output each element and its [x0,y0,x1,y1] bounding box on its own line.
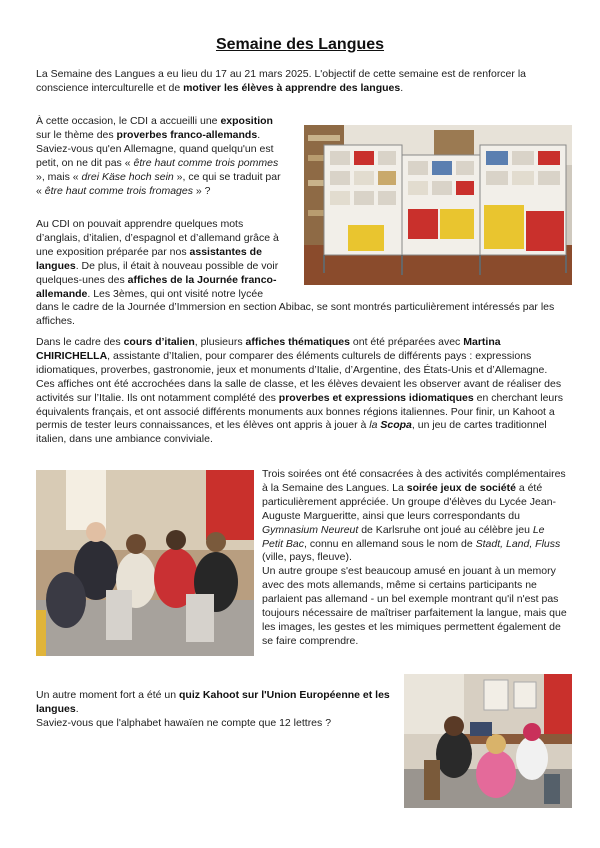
cdi-text: . Les 3èmes, qui ont visité notre lycée dans le cadre de la Journée d’Immersion en section Abibac, se sont montrés particulièrement intéressés par les affiches. [36,287,555,328]
intro-bold: motiver les élèves à apprendre des langues [183,81,401,94]
italien-bold: Martina CHIRICHELLA [36,336,501,362]
expo-bold: exposition [220,115,273,127]
soirees-bold: soirée jeux de société [406,481,516,494]
kahoot-text: . [75,702,79,715]
kahoot-paragraph [36,689,392,717]
expo-italic: être haut comme trois pommes [133,156,279,169]
exposition-paragraph [36,115,288,198]
expo-italic: drei Käse hoch sein [81,170,174,183]
intro-text: . [400,81,404,94]
soirees-section [262,468,568,649]
soirees-italic: Stadt, Land, Fluss [475,537,561,550]
expo-text: À cette occasion, le CDI a accueilli une [36,115,221,127]
expo-text: sur le thème des [36,128,117,141]
kahoot-section [36,689,392,731]
kahoot-text: Un autre moment fort a été un [36,689,179,701]
italien-text: , assistante d’Italien, pour comparer des éléments culturels de différents pays : expressions idiomatiques, proverbes, gastronomie, jeux et monuments d’Italie, d’Argentine, des États-Unis et d’Allemagne. Ces affiches ont été accrochées dans la salle de classe, et les élèves devaient les observer avant de réaliser des activités sur l’Italie. Ils ont notamment complété des [36,349,562,404]
memory-paragraph: Un autre groupe s'est beaucoup amusé en jouant à un memory avec des mots allemands, même si certains participants ne parlaient pas allemand - un bel exemple montrant qu'il n'est pas toujours nécessaire de maîtriser parfaitement la langue, mais que les images, les gestes et les mimiques permettent également de se faire comprendre. [262,565,567,647]
soirees-italic: Gymnasium Neureut [262,523,359,536]
photo-kahoot-quiz [404,674,572,808]
intro-paragraph [36,68,568,96]
soirees-paragraph [262,468,568,565]
soirees-text: Trois soirées ont été consacrées à des activités complémentaires à la Semaine des Langues. La [262,468,566,494]
exhibition-illustration [304,125,572,285]
intro-text: La Semaine des Langues a eu lieu du 17 au 21 mars 2025. L'objectif de cette semaine est de renforcer la conscience interculturelle et de [36,68,526,94]
kahoot-illustration [404,674,572,808]
italien-text: ont été préparées avec [349,336,464,348]
italien-bold-italic: Scopa [380,419,412,432]
italien-paragraph [36,336,568,447]
italien-text: , un jeu de cartes traditionnel italien, dans une ambiance conviviale. [36,419,547,446]
italien-bold: cours d’italien [123,336,195,348]
expo-text: », mais « [36,170,82,183]
expo-text: », ce qui se traduit par « [36,170,281,197]
soirees-italic: Le Petit Bac [262,523,545,550]
italien-text: en cherchant leurs équivalents français, et ont associé différents monuments aux bonnes régions italiennes. Pour finir, un Kahoot a permis de tester leurs connaissances, et les élèves ont appris à jouer à [36,391,563,432]
expo-text: » ? [193,184,211,197]
italien-bold: affiches thématiques [245,336,350,348]
expo-text: . Saviez-vous qu'en Allemagne, quand quelqu'un est petit, on ne dit pas « [36,128,274,169]
italien-bold: proverbes et expressions idiomatiques [278,391,474,404]
cdi-bold: assistantes de langues [36,245,262,272]
italien-italic: la [369,419,378,432]
italien-text: Dans le cadre des [36,336,124,348]
kahoot-bold: quiz Kahoot sur l'Union Européenne et les langues [36,689,390,715]
cdi-bold: affiches de la Journée franco-allemande [36,273,277,300]
photo-cdi-exhibition [304,125,572,285]
expo-bold: proverbes franco-allemands [116,128,258,141]
photo-game-evening [36,470,254,656]
soirees-text: (ville, pays, fleuve). [262,551,352,564]
soirees-text: , connu en allemand sous le nom de [304,537,476,550]
italien-text: , plusieurs [194,336,246,348]
soirees-text: de Karlsruhe ont joué au célèbre jeu [358,523,533,536]
hawaii-question: Saviez-vous que l'alphabet hawaïen ne compte que 12 lettres ? [36,716,332,729]
game-evening-illustration [36,470,254,656]
page-title: Semaine des Langues [215,36,385,53]
expo-italic: être haut comme trois fromages [44,184,193,197]
cdi-text: Au CDI on pouvait apprendre quelques mots d’anglais, d’italien, d’espagnol et d’allemand grâce à une exposition préparée par nos [36,218,279,258]
cdi-text: . De plus, il était à nouveau possible de voir quelques-unes des [36,259,279,286]
soirees-text: a été particulièrement appréciée. Un groupe d'élèves du Lycée Jean-Auguste Margueritte, ainsi que leurs correspondants du [262,481,557,522]
